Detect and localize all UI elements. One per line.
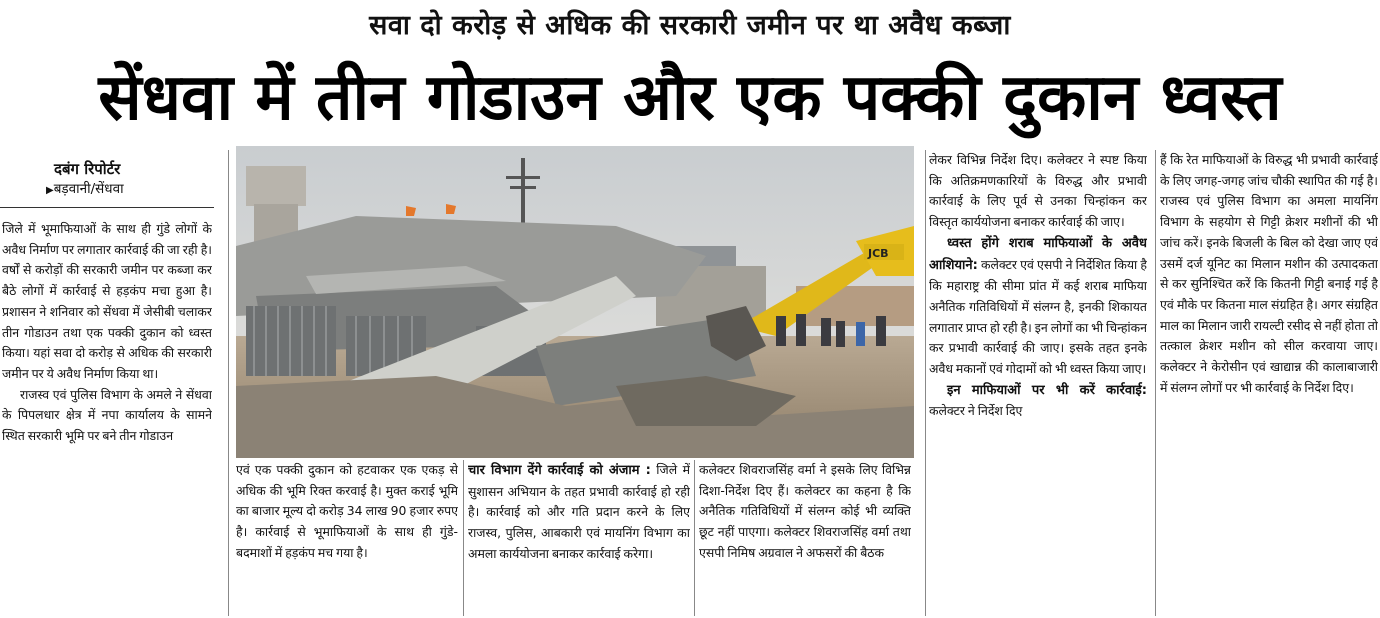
paragraph: लेकर विभिन्न निर्देश दिए। कलेक्टर ने स्पष्ट किया कि अतिक्रमणकारियों के विरुद्ध और प्रभावी कार्रवाई के लिए पूर्व से उनका चिन्हांकन कर विस्तृत कार्ययोजना बनाकर कार्रवाई की जाए। [929,152,1147,230]
column-rule [925,150,926,616]
column-rule [463,460,464,616]
paragraph: कलेक्टर शिवराजसिंह वर्मा ने इसके लिए विभिन्न दिशा-निर्देश दिए हैं। कलेक्टर का कहना है कि अनैतिक गतिविधियों में संलग्न कोई भी व्यक्ति छूट नहीं पाएगा। कलेक्टर शिवराजसिंह वर्मा तथा एसपी निमिष अग्रवाल ने अफसरों की बैठक [699,462,911,560]
subheading: ध्वस्त होंगे शराब माफियाओं के अवैध आशियाने: [929,235,1147,273]
subheading: इन माफियाओं पर भी करें कार्रवाई: [947,382,1147,398]
paragraph-text: कलेक्टर ने निर्देश दिए [929,403,1023,419]
paragraph [468,460,690,565]
column-rule [228,150,229,616]
article-column-5 [929,150,1147,616]
paragraph: राजस्व एवं पुलिस विभाग के अमले ने सेंधवा के पिपलधार क्षेत्र में नपा कार्यालय के सामने स्थित सरकारी भूमि पर बने तीन गोडाउन [2,386,212,444]
subheading: चार विभाग देंगे कार्रवाई को अंजाम : [468,463,651,478]
column-rule [1155,150,1156,616]
kicker-headline: सवा दो करोड़ से अधिक की सरकारी जमीन पर था अवैध कब्जा [369,10,1011,41]
demolition-photo [236,146,914,458]
paragraph: जिले में भूमाफियाओं के साथ ही गुंडे लोगों के अवैध निर्माण पर लगातार कार्रवाई की जा रही है। वर्षों से करोड़ों की सरकारी जमीन पर कब्जा कर बैठे लोगों में कार्रवाई से हड़कंप मचा हुआ है। प्रशासन ने शनिवार को सेंधवा में जेसीबी चलाकर तीन गोडाउन तथा एक पक्की दुकान को ध्वस्त किया। यहां सवा दो करोड़ से अधिक की सरकारी जमीन पर ये अवैध निर्माण किया था। [2,221,212,381]
paragraph: हैं कि रेत माफियाओं के विरुद्ध भी प्रभावी कार्रवाई के लिए जगह-जगह जांच चौकी स्थापित की गई है। राजस्व एवं पुलिस विभाग का अमला मायनिंग विभाग के सहयोग से गिट्टी क्रेशर मशीनों की भी जांच करें। इनके बिजली के बिल को देखा जाए एवं उसमें दर्ज यूनिट का मिलान मशीन की उत्पादकता से कर सुनिश्चित करें कि कितनी गिट्टी बनाई गई है एवं मौके पर कितना माल संग्रहित है। अगर संग्रहित माल का मिलान जारी रायल्टी रसीद से नहीं होता तो तत्काल क्रेशर मशीन को सील करवाया जाए। कलेक्टर ने केरोसीन एवं खाद्यान्न की कालाबाजारी में संलग्न लोगों पर भी कार्रवाई के निर्देश दिए। [1160,152,1378,395]
jcb-logo: JCB [868,247,889,260]
byline-place-text: बड़वानी/सेंधवा [53,181,124,197]
paragraph: एवं एक पक्की दुकान को हटवाकर एक एकड़ से अधिक की भूमि रिक्त करवाई है। मुक्त कराई भूमि का बाजार मूल्य दो करोड़ 34 लाख 90 हजार रुपए है। कार्रवाई से भूमाफियाओं के साथ ही गुंडे-बदमाशों में हड़कंप मच गया है। [236,462,458,560]
byline-divider [0,207,214,208]
paragraph [929,233,1147,380]
article-column-3 [468,460,690,618]
paragraph-text: जिले में सुशासन अभियान के तहत प्रभावी कार्रवाई हो रही है। कार्रवाई को और गति प्रदान करने के लिए राजस्व, पुलिस, आबकारी एवं मायनिंग विभाग का अमला कार्ययोजना बनाकर कार्रवाई करेगा। [468,462,690,561]
byline [46,159,214,201]
triangle-right-icon: ▶ [46,185,54,196]
column-rule [694,460,695,616]
main-headline: सेंधवा में तीन गोडाउन और एक पक्की दुकान ध्वस्त [98,61,1282,135]
article-column-1 [2,219,212,615]
paragraph [929,380,1147,422]
article-column-6 [1160,150,1378,616]
news-photo [236,146,914,458]
paragraph-text: कलेक्टर एवं एसपी ने निर्देशित किया है कि महाराष्ट्र की सीमा प्रांत में कई शराब माफिया अनैतिक गतिविधियों में संलग्न है, इनकी शिकायत लगातार प्राप्त हो रही है। इन लोगों का भी चिन्हांकन कर प्रभावी कार्रवाई की जाए। इसके तहत इनके अवैध मकानों एवं गोदामों को भी ध्वस्त किया जाए। [929,256,1147,377]
article-column-4 [699,460,911,618]
byline-place [46,179,214,201]
byline-reporter: दबंग रिपोर्टर [54,160,121,178]
article-column-2 [236,460,458,618]
